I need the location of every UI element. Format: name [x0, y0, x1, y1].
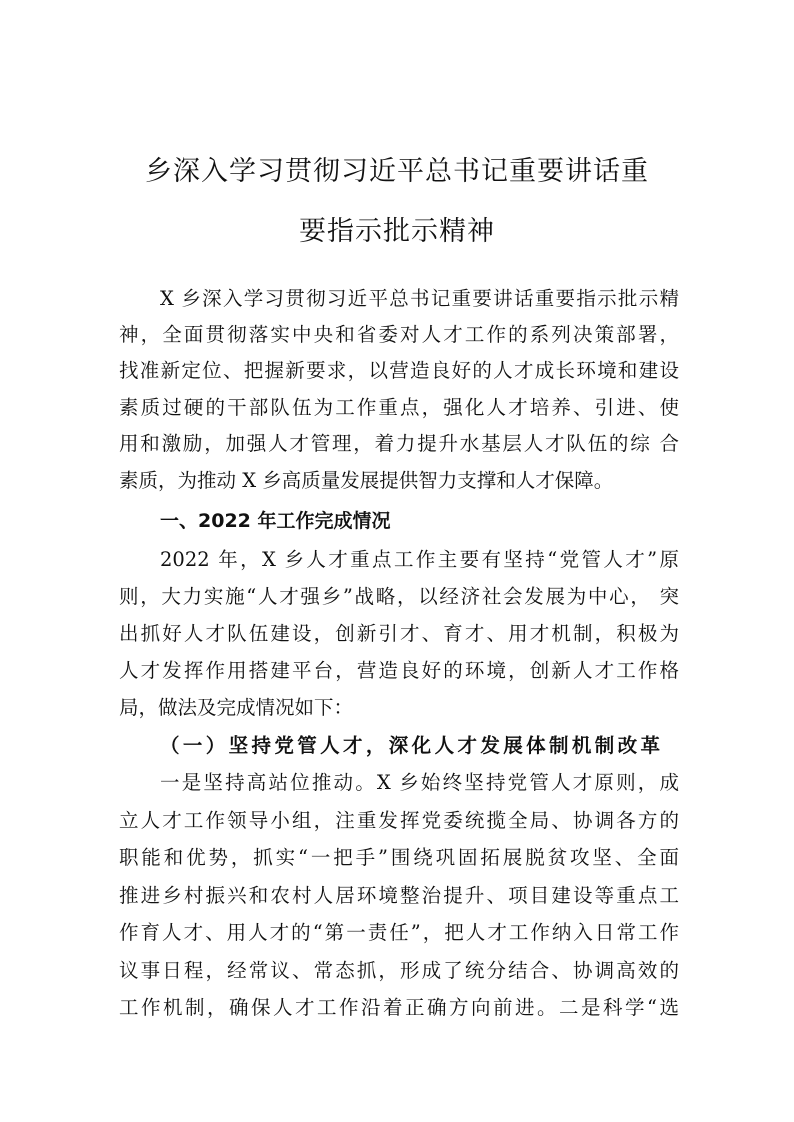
subsection1-line-3: 职能和优势，抓实“一把手”围绕巩固拓展脱贫攻坚、全面	[119, 846, 679, 869]
document-title-line-1: 乡深入学习贯彻习近平总书记重要讲话重	[145, 156, 649, 188]
subsection1-line-5: 作育人才、用人才的“第一责任”，把人才工作纳入日常工作	[119, 921, 679, 944]
intro-line-6: 素质，为推动 X 乡高质量发展提供智力支撑和人才保障。	[119, 469, 614, 492]
subsection1-line-2: 立人才工作领导小组，注重发挥党委统揽全局、协调各方的	[119, 809, 679, 832]
subsection1-line-1: 一是坚持高站位推动。X 乡始终坚持党管人才原则，成	[160, 771, 679, 794]
section1-line-4: 人才发挥作用搭建平台，营造良好的环境，创新人才工作格	[119, 659, 679, 682]
intro-line-4: 素质过硬的干部队伍为工作重点，强化人才培养、引进、使	[119, 396, 679, 419]
section1-line-1: 2022 年，X 乡人才重点工作主要有坚持“党管人才”原	[160, 548, 679, 571]
document-title-line-2: 要指示批示精神	[299, 216, 495, 248]
section1-line-3: 出抓好人才队伍建设，创新引才、育才、用才机制，积极为	[119, 622, 679, 645]
subsection1-line-7: 工作机制，确保人才工作沿着正确方向前进。二是科学“选	[119, 996, 679, 1019]
intro-line-2: 神，全面贯彻落实中央和省委对人才工作的系列决策部署，	[119, 323, 679, 346]
section1-line-5: 局，做法及完成情况如下：	[119, 696, 354, 719]
subsection-heading-1: （一）坚持党管人才，深化人才发展体制机制改革	[160, 734, 660, 757]
subsection1-line-6: 议事日程，经常议、常态抓，形成了统分结合、协调高效的	[119, 959, 679, 982]
section1-line-2: 则，大力实施“人才强乡”战略，以经济社会发展为中心， 突	[119, 585, 679, 608]
section-heading-2022: 一、2022 年工作完成情况	[160, 510, 391, 532]
subsection1-line-4: 推进乡村振兴和农村人居环境整治提升、项目建设等重点工	[119, 884, 679, 907]
intro-line-3: 找准新定位、把握新要求，以营造良好的人才成长环境和建设	[119, 359, 679, 382]
intro-line-5: 用和激励，加强人才管理，着力提升水基层人才队伍的综 合	[119, 432, 679, 455]
intro-line-1: X 乡深入学习贯彻习近平总书记重要讲话重要指示批示精	[160, 287, 679, 310]
